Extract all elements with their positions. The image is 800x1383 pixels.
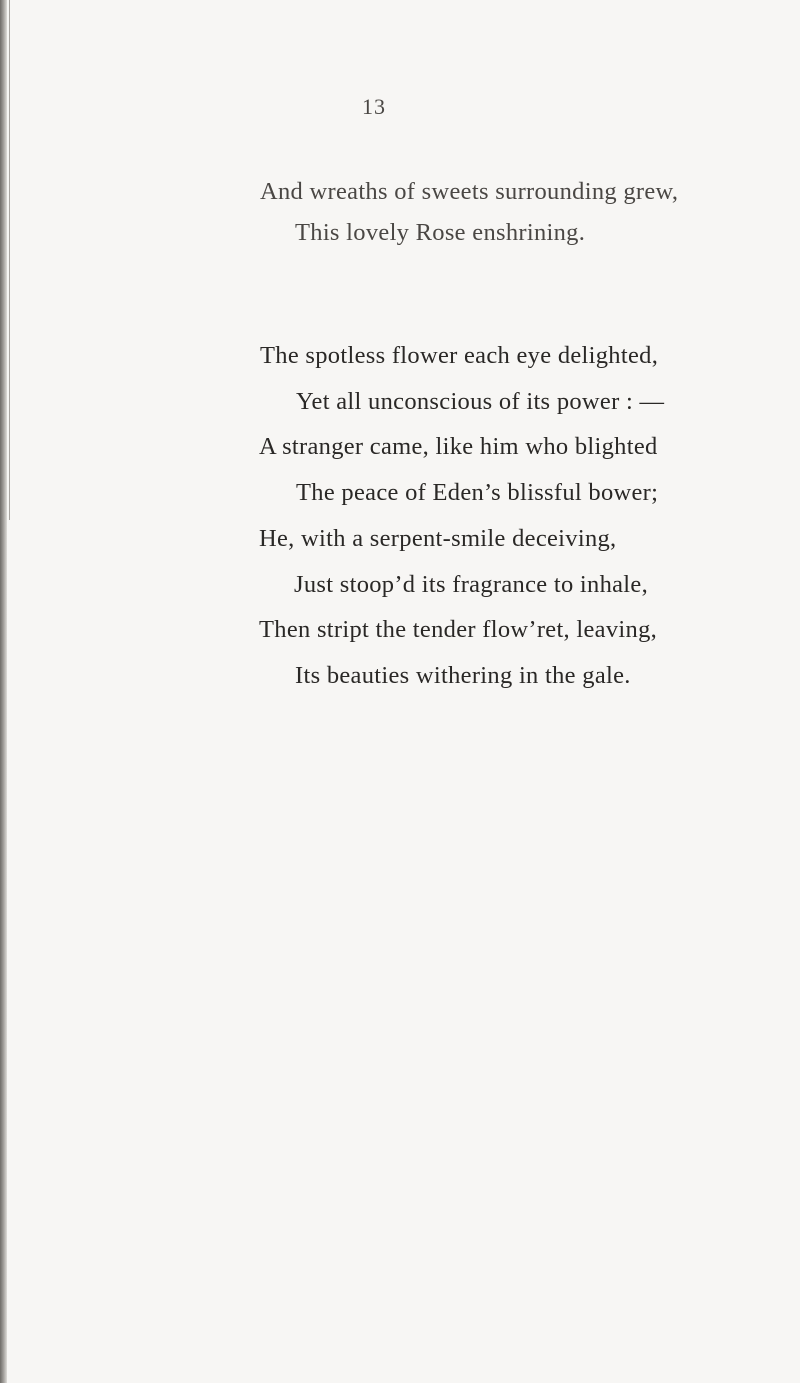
page-gutter-edge (0, 0, 7, 1383)
poem-line: And wreaths of sweets surrounding grew, (260, 178, 679, 205)
poem-line: A stranger came, like him who blighted (259, 433, 658, 460)
poem-line: The spotless flower each eye delighted, (260, 342, 659, 369)
poem-line: The peace of Eden’s blissful bower; (296, 479, 659, 506)
poem-line: Yet all unconscious of its power : — (296, 388, 665, 415)
poem-line: Then stript the tender flow’ret, leaving, (259, 616, 658, 643)
poem-line: This lovely Rose enshrining. (295, 219, 586, 246)
poem-line: Just stoop’d its fragrance to inhale, (294, 571, 649, 598)
poem-line: Its beauties withering in the gale. (295, 662, 631, 689)
page-gutter-line (9, 0, 10, 520)
page-number: 13 (362, 94, 386, 119)
poem-line: He, with a serpent-smile deceiving, (259, 525, 617, 552)
